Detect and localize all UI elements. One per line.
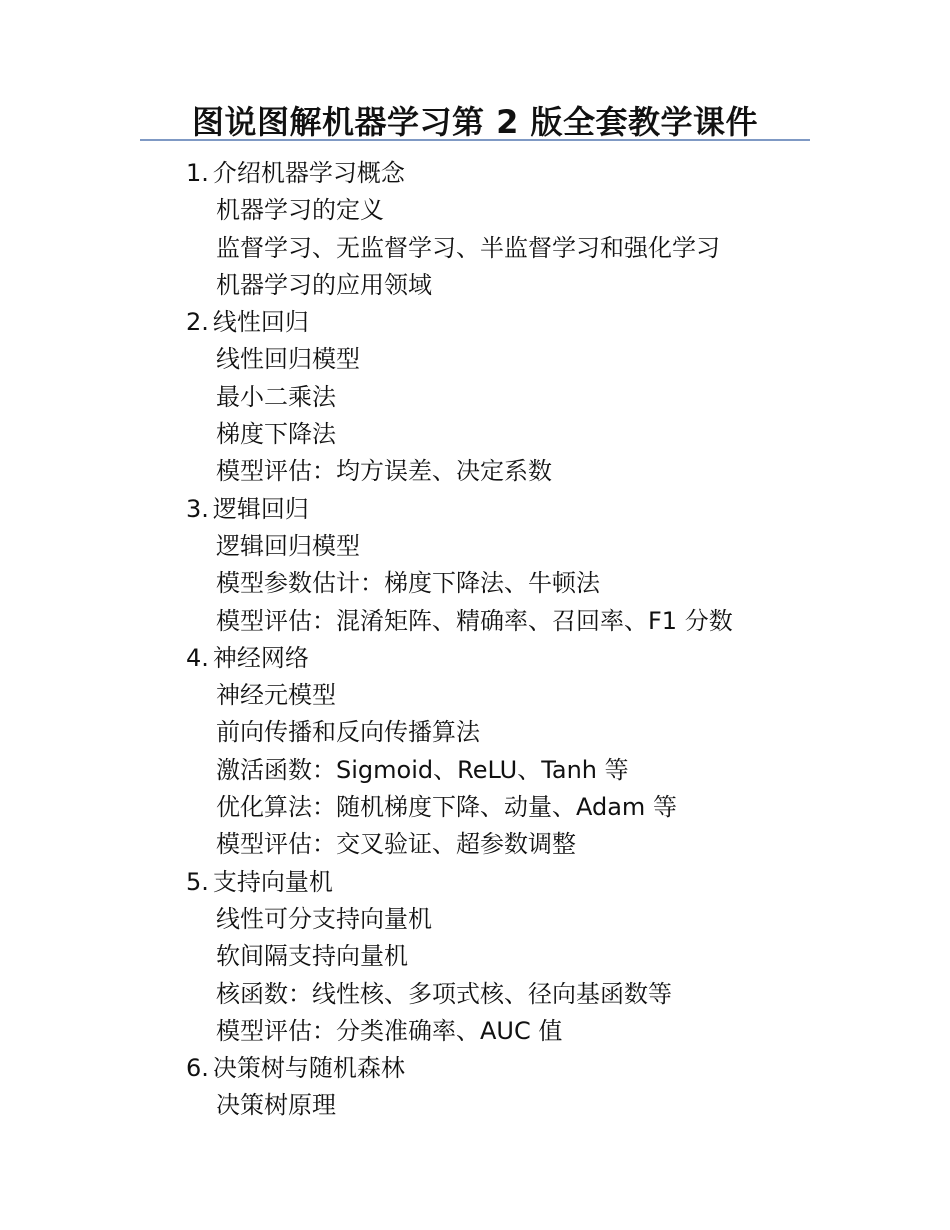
outline-section <box>186 864 886 1050</box>
section-number: 1. <box>186 159 209 187</box>
section-title: 逻辑回归 <box>212 494 309 523</box>
outline-section <box>186 1050 886 1125</box>
subtopic-item: 模型评估：交叉验证、超参数调整 <box>216 830 576 859</box>
section-heading <box>186 304 886 341</box>
section-number: 6. <box>186 1054 209 1083</box>
subtopic-item: 神经元模型 <box>216 681 336 710</box>
section-heading <box>186 155 886 192</box>
subtopic-item: 机器学习的定义 <box>216 196 384 225</box>
subtopic-item: 模型评估：混淆矩阵、精确率、召回率、F1 分数 <box>216 606 733 635</box>
subtopic-item: 机器学习的应用领域 <box>216 270 432 299</box>
subtopic-list <box>186 901 886 1050</box>
subtopic-item: 核函数：线性核、多项式核、径向基函数等 <box>216 979 672 1008</box>
section-heading <box>186 864 886 901</box>
outline-section <box>186 640 886 864</box>
section-title: 支持向量机 <box>212 867 333 896</box>
subtopic-list <box>186 341 886 490</box>
subtopic-item: 监督学习、无监督学习、半监督学习和强化学习 <box>216 233 720 262</box>
title-underline <box>140 139 810 141</box>
subtopic-item: 模型评估：均方误差、决定系数 <box>216 457 552 486</box>
subtopic-item: 决策树原理 <box>216 1091 336 1120</box>
section-heading <box>186 1050 886 1087</box>
outline-section <box>186 491 886 640</box>
subtopic-item: 逻辑回归模型 <box>216 531 360 560</box>
course-outline <box>186 155 886 1125</box>
section-title: 介绍机器学习概念 <box>212 159 405 187</box>
section-title: 线性回归 <box>212 308 309 337</box>
subtopic-list <box>186 677 886 863</box>
subtopic-item: 软间隔支持向量机 <box>216 942 408 971</box>
subtopic-item: 线性回归模型 <box>216 345 360 374</box>
subtopic-item: 梯度下降法 <box>216 420 336 449</box>
section-heading <box>186 491 886 528</box>
section-number: 4. <box>186 643 209 672</box>
subtopic-item: 模型评估：分类准确率、AUC 值 <box>216 1016 563 1045</box>
section-number: 5. <box>186 867 209 896</box>
section-number: 3. <box>186 494 209 523</box>
section-number: 2. <box>186 308 209 337</box>
subtopic-item: 激活函数：Sigmoid、ReLU、Tanh 等 <box>216 755 629 784</box>
subtopic-item: 线性可分支持向量机 <box>216 904 432 933</box>
section-title: 神经网络 <box>212 643 309 672</box>
subtopic-item: 最小二乘法 <box>216 382 336 411</box>
subtopic-list <box>186 192 886 304</box>
outline-section <box>186 155 886 304</box>
subtopic-list <box>186 528 886 640</box>
subtopic-item: 前向传播和反向传播算法 <box>216 718 480 747</box>
section-title: 决策树与随机森林 <box>212 1054 405 1083</box>
document-title: 图说图解机器学习第 2 版全套教学课件 <box>191 103 759 141</box>
subtopic-item: 模型参数估计：梯度下降法、牛顿法 <box>216 569 600 598</box>
subtopic-item: 优化算法：随机梯度下降、动量、Adam 等 <box>216 793 677 822</box>
outline-section <box>186 304 886 490</box>
section-heading <box>186 640 886 677</box>
subtopic-list <box>186 1087 886 1124</box>
